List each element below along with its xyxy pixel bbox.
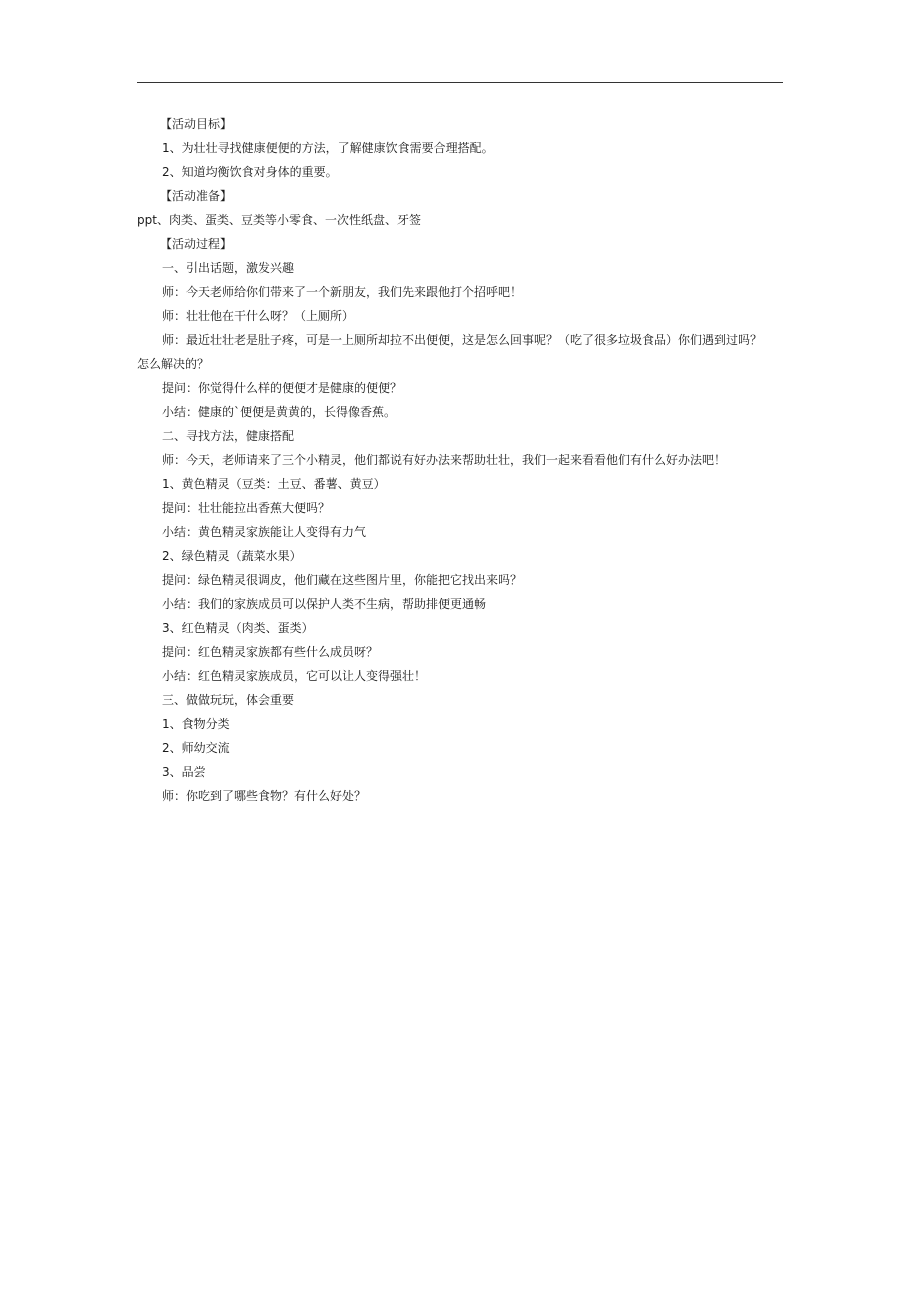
- process-step-2-title: 二、寻找方法，健康搭配: [162, 429, 295, 443]
- paragraph-line: 师：最近壮壮老是肚子疼，可是一上厕所却拉不出便便，这是怎么回事呢？（吃了很多垃圾食品）你们遇到过吗？: [162, 333, 763, 347]
- paragraph-line: 提问：绿色精灵很调皮，他们藏在这些图片里，你能把它找出来吗？: [162, 573, 523, 587]
- paragraph-line: 师：今天，老师请来了三个小精灵，他们都说有好办法来帮助壮壮，我们一起来看看他们有什么好办法吧！: [162, 453, 727, 467]
- section-heading-preparation: 【活动准备】: [160, 189, 233, 203]
- document-body: [137, 112, 793, 808]
- paragraph-line: 小结：红色精灵家族成员，它可以让人变得强壮！: [162, 669, 427, 683]
- process-step-1-title: 一、引出话题，激发兴趣: [162, 261, 295, 275]
- paragraph-line: 提问：你觉得什么样的便便才是健康的便便？: [162, 381, 403, 395]
- section-heading-goals: 【活动目标】: [160, 117, 233, 131]
- paragraph-line: 师：今天老师给你们带来了一个新朋友，我们先来跟他打个招呼吧！: [162, 285, 523, 299]
- paragraph-line: 师：你吃到了哪些食物？有什么好处？: [162, 789, 367, 803]
- paragraph-line: 师：壮壮他在干什么呀？（上厕所）: [162, 309, 355, 323]
- paragraph-line: 1、食物分类: [162, 717, 230, 731]
- section-heading-process: 【活动过程】: [160, 237, 233, 251]
- paragraph-line: 小结：健康的`便便是黄黄的，长得像香蕉。: [162, 405, 397, 419]
- paragraph-line-continued: 怎么解决的？: [137, 357, 210, 371]
- paragraph-line: 提问：壮壮能拉出香蕉大便吗？: [162, 501, 331, 515]
- paragraph-line: 提问：红色精灵家族都有些什么成员呀？: [162, 645, 379, 659]
- header-rule: [137, 82, 783, 83]
- paragraph-line: 2、绿色精灵（蔬菜水果）: [162, 549, 302, 563]
- paragraph-line: 小结：黄色精灵家族能让人变得有力气: [162, 525, 367, 539]
- paragraph-line: 3、品尝: [162, 765, 206, 779]
- paragraph-line: 小结：我们的家族成员可以保护人类不生病，帮助排便更通畅: [162, 597, 487, 611]
- goal-item-1: 1、为壮壮寻找健康便便的方法，了解健康饮食需要合理搭配。: [162, 141, 494, 155]
- goal-item-2: 2、知道均衡饮食对身体的重要。: [162, 165, 338, 179]
- preparation-text: ppt、肉类、蛋类、豆类等小零食、一次性纸盘、牙签: [137, 213, 421, 227]
- paragraph-line: 2、师幼交流: [162, 741, 230, 755]
- paragraph-line: 1、黄色精灵（豆类：土豆、番薯、黄豆）: [162, 477, 386, 491]
- paragraph-line: 3、红色精灵（肉类、蛋类）: [162, 621, 314, 635]
- process-step-3-title: 三、做做玩玩，体会重要: [162, 693, 295, 707]
